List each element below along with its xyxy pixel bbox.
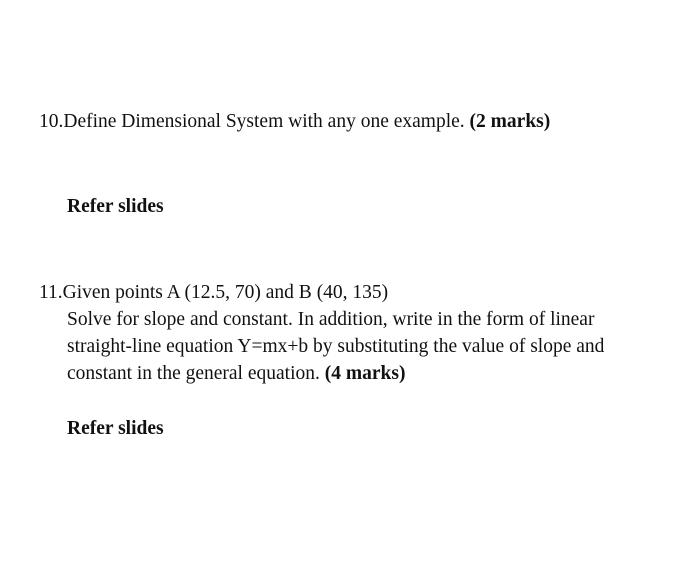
question-11-text-line-1: Given points A (12.5, 70) and B (40, 135) — [62, 282, 389, 303]
question-10 — [39, 110, 550, 134]
question-11-text-line-2: Solve for slope and constant. In addition, write in the form of linear — [67, 309, 595, 330]
question-11-marks: (4 marks) — [324, 363, 406, 384]
question-10-answer: Refer slides — [67, 196, 164, 217]
question-11-answer: Refer slides — [67, 418, 164, 439]
question-11-text-line-4: constant in the general equation. — [67, 363, 320, 384]
question-10-text: Define Dimensional System with any one example. — [63, 111, 465, 132]
question-11-last-line — [67, 362, 405, 386]
question-11-number: 11. — [39, 282, 63, 303]
question-11-first-line — [39, 281, 388, 305]
question-10-marks: (2 marks) — [469, 111, 551, 132]
question-10-number: 10. — [39, 111, 64, 132]
question-11-text-line-3: straight-line equation Y=mx+b by substituting the value of slope and — [67, 336, 605, 357]
